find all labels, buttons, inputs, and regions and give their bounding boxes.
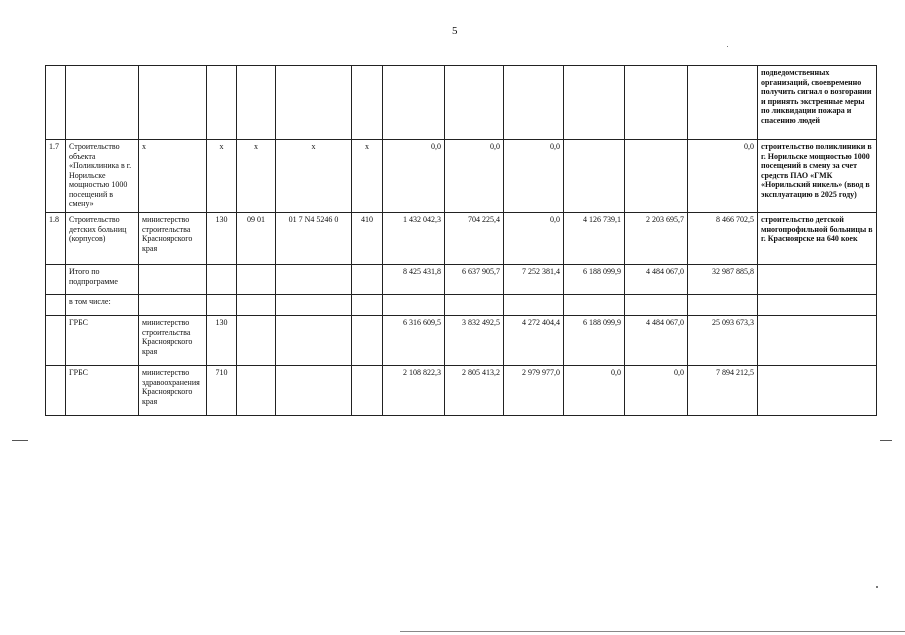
cell-value-2: 2 805 413,2 [445, 366, 504, 416]
cell-gov [139, 66, 207, 140]
cell-value-6: 8 466 702,5 [688, 213, 758, 265]
cell-code-2 [237, 66, 276, 140]
cell-value-2: 3 832 492,5 [445, 316, 504, 366]
cell-code-4 [352, 295, 383, 316]
cell-code-3 [276, 366, 352, 416]
cell-code-4 [352, 265, 383, 295]
cell-value-2 [445, 295, 504, 316]
cell-name: ГРБС [66, 366, 139, 416]
cell-result [758, 366, 877, 416]
cell-value-2: 704 225,4 [445, 213, 504, 265]
cell-num [46, 366, 66, 416]
cell-code-1 [207, 265, 237, 295]
cell-code-2: 09 01 [237, 213, 276, 265]
cell-value-1: 8 425 431,8 [383, 265, 445, 295]
cell-code-3: 01 7 N4 5246 0 [276, 213, 352, 265]
table-row [46, 366, 877, 416]
cell-code-1: 130 [207, 213, 237, 265]
table-row [46, 265, 877, 295]
table-row [46, 140, 877, 213]
cell-name: Итого по подпрограмме [66, 265, 139, 295]
cell-name: в том числе: [66, 295, 139, 316]
cell-num: 1.7 [46, 140, 66, 213]
cell-num: 1.8 [46, 213, 66, 265]
page-number: 5 [452, 25, 458, 37]
cell-gov [139, 265, 207, 295]
cell-value-3: 2 979 977,0 [504, 366, 564, 416]
cell-num [46, 316, 66, 366]
cell-value-2: 0,0 [445, 140, 504, 213]
cell-code-3 [276, 66, 352, 140]
cell-num [46, 265, 66, 295]
cell-code-4 [352, 316, 383, 366]
cell-value-6: 32 987 885,8 [688, 265, 758, 295]
cell-value-5 [625, 295, 688, 316]
cell-name: Строительство объекта «Поликлиника в г. Норильске мощностью 1000 посещений в смену» [66, 140, 139, 213]
cell-value-1 [383, 66, 445, 140]
cell-code-3 [276, 316, 352, 366]
cell-value-3: 7 252 381,4 [504, 265, 564, 295]
cell-value-3: 4 272 404,4 [504, 316, 564, 366]
cell-code-2 [237, 265, 276, 295]
scan-line-left [12, 440, 28, 441]
cell-result: строительство поликлиники в г. Норильске мощностью 1000 посещений в смену за счет средств ПАО «ГМК «Норильский никель» (ввод в эксплуатацию в 2025 году) [758, 140, 877, 213]
cell-value-5: 2 203 695,7 [625, 213, 688, 265]
scan-line-bottom [400, 631, 905, 632]
cell-code-2: x [237, 140, 276, 213]
cell-value-1: 0,0 [383, 140, 445, 213]
scan-line-right [880, 440, 892, 441]
cell-result [758, 316, 877, 366]
cell-value-2 [445, 66, 504, 140]
cell-code-1: 130 [207, 316, 237, 366]
cell-gov: министерство строительства Красноярского края [139, 316, 207, 366]
cell-value-4: 0,0 [564, 366, 625, 416]
table-row [46, 316, 877, 366]
cell-value-1: 6 316 609,5 [383, 316, 445, 366]
cell-num [46, 66, 66, 140]
cell-value-5: 4 484 067,0 [625, 265, 688, 295]
table-row [46, 295, 877, 316]
cell-code-1 [207, 295, 237, 316]
cell-value-6 [688, 295, 758, 316]
cell-gov: министерство строительства Красноярского края [139, 213, 207, 265]
cell-code-4 [352, 366, 383, 416]
cell-code-4 [352, 66, 383, 140]
table-row [46, 66, 877, 140]
cell-code-4: x [352, 140, 383, 213]
cell-code-3 [276, 295, 352, 316]
table-row [46, 213, 877, 265]
cell-value-6: 0,0 [688, 140, 758, 213]
cell-gov [139, 295, 207, 316]
budget-table [45, 65, 877, 416]
cell-result [758, 295, 877, 316]
cell-gov: министерство здравоохранения Красноярского края [139, 366, 207, 416]
cell-value-6 [688, 66, 758, 140]
cell-code-4: 410 [352, 213, 383, 265]
scan-dot [727, 46, 728, 47]
cell-code-2 [237, 366, 276, 416]
cell-value-1 [383, 295, 445, 316]
cell-num [46, 295, 66, 316]
cell-code-3: x [276, 140, 352, 213]
cell-code-1: x [207, 140, 237, 213]
cell-name: ГРБС [66, 316, 139, 366]
cell-value-4 [564, 295, 625, 316]
cell-value-6: 7 894 212,5 [688, 366, 758, 416]
cell-value-5 [625, 66, 688, 140]
cell-value-2: 6 637 905,7 [445, 265, 504, 295]
cell-value-4: 6 188 099,9 [564, 316, 625, 366]
cell-result [758, 265, 877, 295]
cell-code-2 [237, 295, 276, 316]
cell-value-4 [564, 140, 625, 213]
cell-value-3: 0,0 [504, 213, 564, 265]
cell-code-2 [237, 316, 276, 366]
cell-name: Строительство детских больниц (корпусов) [66, 213, 139, 265]
cell-gov: x [139, 140, 207, 213]
cell-name [66, 66, 139, 140]
cell-value-1: 1 432 042,3 [383, 213, 445, 265]
cell-value-3: 0,0 [504, 140, 564, 213]
cell-value-3 [504, 66, 564, 140]
cell-code-1 [207, 66, 237, 140]
cell-value-4: 6 188 099,9 [564, 265, 625, 295]
cell-value-4 [564, 66, 625, 140]
cell-value-1: 2 108 822,3 [383, 366, 445, 416]
cell-result: строительство детской многопрофильной больницы в г. Красноярске на 640 коек [758, 213, 877, 265]
cell-value-5: 0,0 [625, 366, 688, 416]
cell-value-5: 4 484 067,0 [625, 316, 688, 366]
cell-value-3 [504, 295, 564, 316]
cell-code-3 [276, 265, 352, 295]
cell-value-4: 4 126 739,1 [564, 213, 625, 265]
cell-value-6: 25 093 673,3 [688, 316, 758, 366]
scan-dot [876, 586, 878, 588]
cell-code-1: 710 [207, 366, 237, 416]
cell-result: подведомственных организаций, своевременно получить сигнал о возгорании и принять экстренные меры по ликвидации пожара и спасению людей [758, 66, 877, 140]
cell-value-5 [625, 140, 688, 213]
